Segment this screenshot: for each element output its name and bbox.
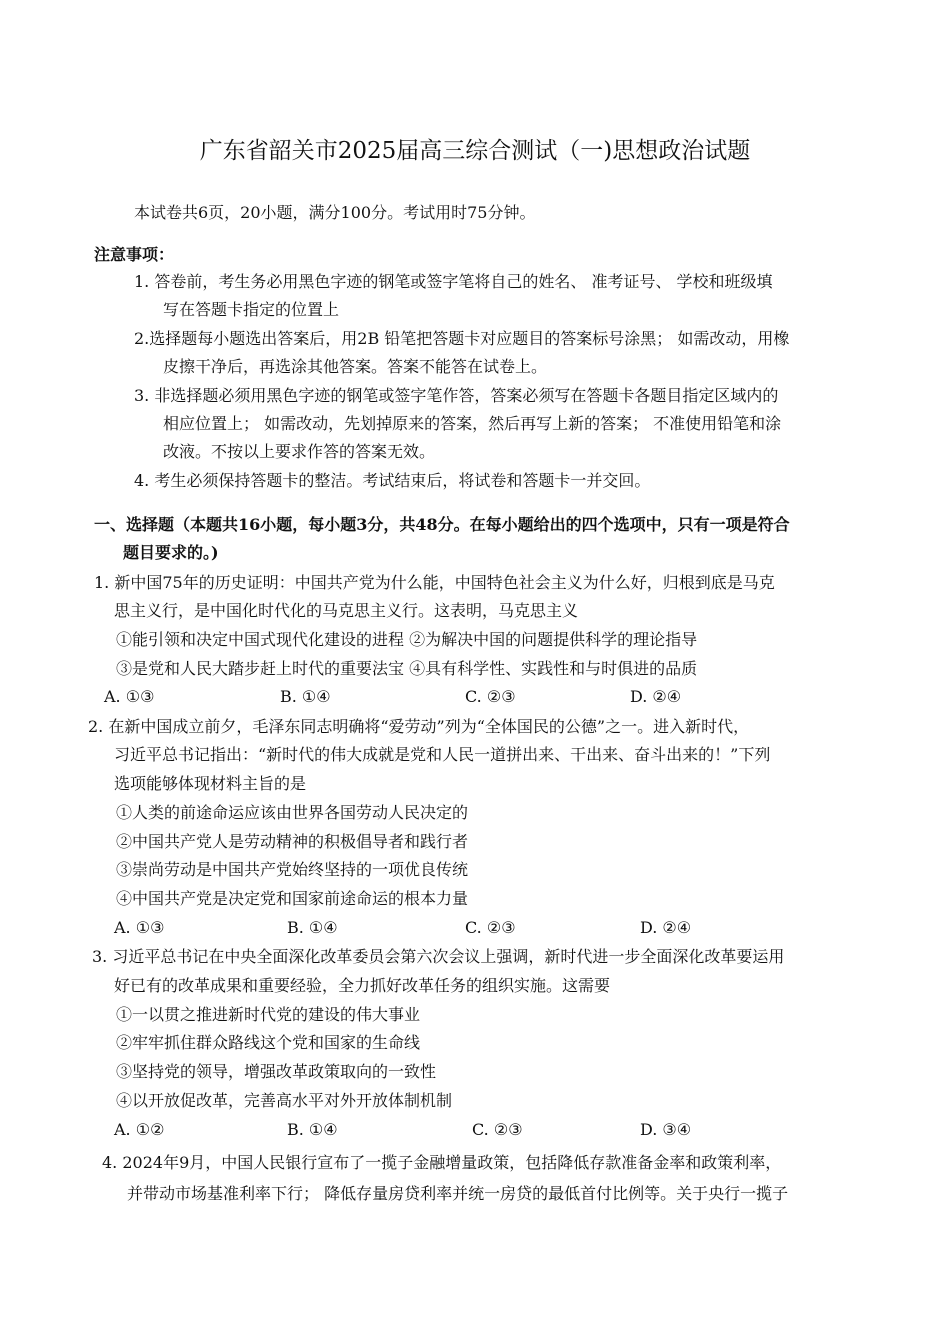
q3-option-a: A. ①② [114, 1120, 165, 1139]
q2-statement-1: ①人类的前途命运应该由世界各国劳动人民决定的 [116, 803, 469, 822]
section-1-heading: 一、选择题（本题共16小题，每小题3分，共48分。在每小题给出的四个选项中，只有一项是符合 [94, 515, 790, 534]
q3-option-d: D. ③④ [640, 1120, 692, 1139]
note-3-line-3: 改液。不按以上要求作答的答案无效。 [163, 442, 436, 461]
note-2-line-2: 皮擦干净后，再选涂其他答案。答案不能答在试卷上。 [163, 357, 548, 376]
q1-option-a: A. ①③ [104, 687, 155, 706]
q1-stem-line-1: 1. 新中国75年的历史证明：中国共产党为什么能，中国特色社会主义为什么好，归根到底是马克 [94, 573, 775, 592]
q1-option-d: D. ②④ [630, 687, 682, 706]
q3-statement-4: ④以开放促改革，完善高水平对外开放体制机制 [116, 1091, 453, 1110]
section-1-heading-cont: 题目要求的。) [123, 543, 219, 562]
q3-statement-1: ①一以贯之推进新时代党的建设的伟大事业 [116, 1005, 421, 1024]
q3-stem-line-2: 好已有的改革成果和重要经验，全力抓好改革任务的组织实施。这需要 [114, 976, 611, 995]
note-3-line-2: 相应位置上； 如需改动，先划掉原来的答案，然后再写上新的答案； 不准使用铅笔和涂 [163, 414, 782, 433]
q2-option-d: D. ②④ [640, 918, 692, 937]
q2-stem-line-3: 选项能够体现材料主旨的是 [114, 774, 307, 793]
q2-stem-line-2: 习近平总书记指出：“新时代的伟大成就是党和人民一道拼出来、干出来、奋斗出来的！”下列 [114, 745, 771, 764]
q3-option-b: B. ①④ [287, 1120, 338, 1139]
page-title: 广东省韶关市2025届高三综合测试（一)思想政治试题 [199, 138, 751, 164]
q4-stem-line-2: 并带动市场基准利率下行； 降低存量房贷利率并统一房贷的最低首付比例等。关于央行一揽子 [127, 1184, 789, 1203]
q3-stem-line-1: 3. 习近平总书记在中央全面深化改革委员会第六次会议上强调，新时代进一步全面深化改革要运用 [92, 947, 785, 966]
q3-statement-2: ②牢牢抓住群众路线这个党和国家的生命线 [116, 1033, 421, 1052]
note-1-line-1: 1. 答卷前，考生务必用黑色字迹的钢笔或签字笔将自己的姓名、 准考证号、 学校和班级填 [134, 272, 773, 291]
q1-stem-line-2: 思主义行，是中国化时代化的马克思主义行。这表明，马克思主义 [114, 601, 579, 620]
q4-stem-line-1: 4. 2024年9月，中国人民银行宣布了一揽子金融增量政策，包括降低存款准备金率和政策利率， [102, 1153, 782, 1172]
note-2-line-1: 2.选择题每小题选出答案后，用2B 铅笔把答题卡对应题目的答案标号涂黑； 如需改动，用橡 [134, 329, 790, 348]
q1-option-c: C. ②③ [465, 687, 516, 706]
notes-heading: 注意事项： [94, 245, 175, 264]
note-1-line-2: 写在答题卡指定的位置上 [163, 300, 340, 319]
q2-option-a: A. ①③ [114, 918, 165, 937]
q2-stem-line-1: 2. 在新中国成立前夕，毛泽东同志明确将“爱劳动”列为“全体国民的公德”之一。进入新时代， [88, 717, 750, 736]
q2-statement-2: ②中国共产党人是劳动精神的积极倡导者和践行者 [116, 832, 469, 851]
q1-statement-2: ③是党和人民大踏步赶上时代的重要法宝 ④具有科学性、实践性和与时俱进的品质 [116, 659, 698, 678]
note-3-line-1: 3. 非选择题必须用黑色字迹的钢笔或签字笔作答，答案必须写在答题卡各题目指定区域内的 [134, 386, 779, 405]
q2-statement-4: ④中国共产党是决定党和国家前途命运的根本力量 [116, 889, 469, 908]
q2-option-c: C. ②③ [465, 918, 516, 937]
q2-option-b: B. ①④ [287, 918, 338, 937]
q3-option-c: C. ②③ [472, 1120, 523, 1139]
q1-option-b: B. ①④ [280, 687, 331, 706]
exam-intro: 本试卷共6页，20小题，满分100分。考试用时75分钟。 [134, 203, 536, 222]
note-4-line-1: 4. 考生必须保持答题卡的整洁。考试结束后，将试卷和答题卡一并交回。 [134, 471, 651, 490]
q1-statement-1: ①能引领和决定中国式现代化建设的进程 ②为解决中国的问题提供科学的理论指导 [116, 630, 698, 649]
q2-statement-3: ③崇尚劳动是中国共产党始终坚持的一项优良传统 [116, 860, 469, 879]
q3-statement-3: ③坚持党的领导，增强改革政策取向的一致性 [116, 1062, 437, 1081]
